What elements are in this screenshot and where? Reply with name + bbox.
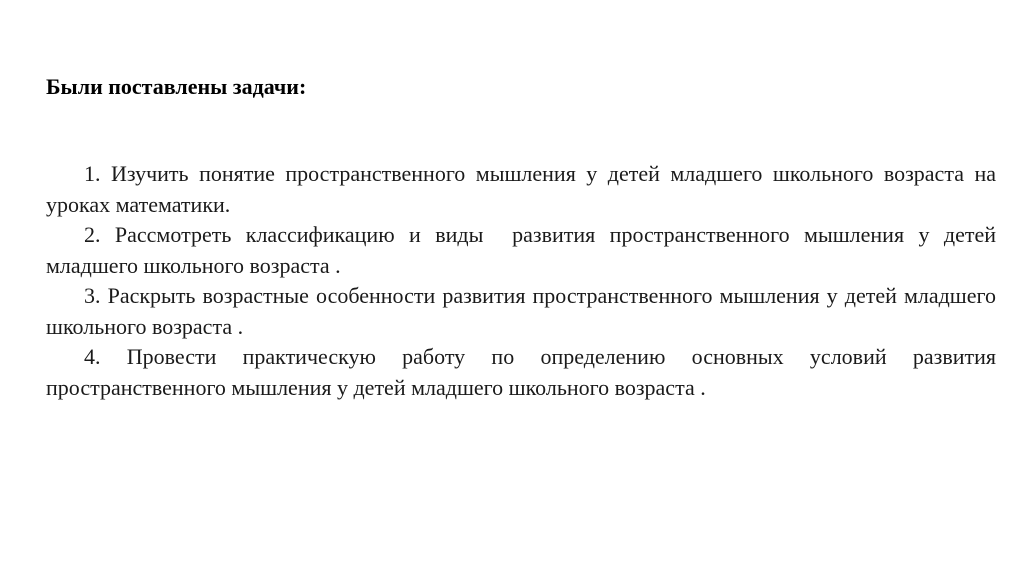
task-item-2: 2. Рассмотреть классификацию и виды развития пространственного мышления у детей младшего школьного возраста . (46, 222, 1002, 278)
task-list (46, 159, 1002, 403)
task-item-3: 3. Раскрыть возрастные особенности развития пространственного мышления у детей младшего школьного возраста . (46, 283, 1002, 339)
task-item-1: 1. Изучить понятие пространственного мышления у детей младшего школьного возраста на уроках математики. (46, 161, 1002, 217)
slide-heading: Были поставлены задачи: (46, 74, 307, 99)
task-item-4: 4. Провести практическую работу по определению основных условий развития пространственного мышления у детей младшего школьного возраста . (46, 344, 1002, 400)
